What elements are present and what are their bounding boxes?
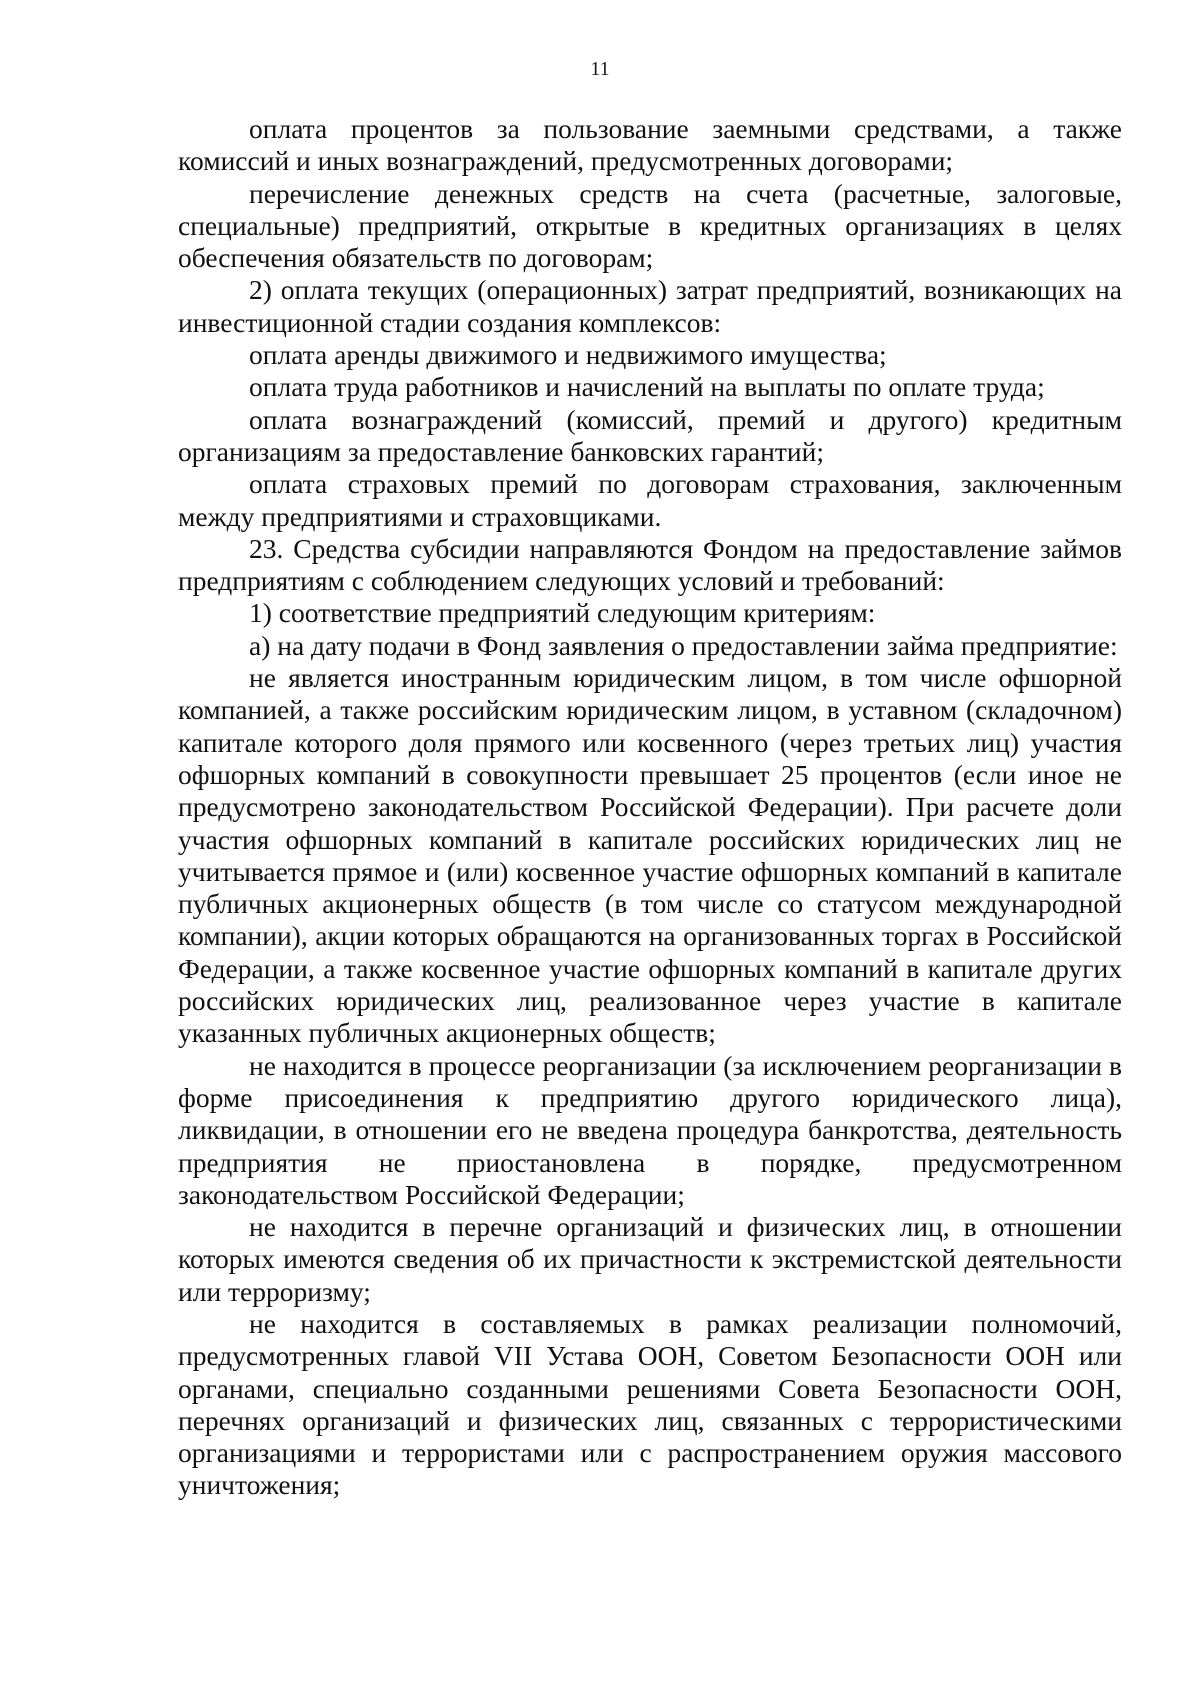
- paragraph: перечисление денежных средств на счета (расчетные, залоговые, специальные) предприятий, открытые в кредитных организациях в целях обеспечения обязательств по договорам;: [178, 177, 1122, 274]
- paragraph: оплата процентов за пользование заемными средствами, а также комиссий и иных вознаграждений, предусмотренных договорами;: [178, 113, 1122, 177]
- paragraph: не находится в перечне организаций и физических лиц, в отношении которых имеются сведения об их причастности к экстремистской деятельности или терроризму;: [178, 1211, 1122, 1307]
- page-number: 11: [590, 58, 610, 80]
- paragraph: не является иностранным юридическим лицом, в том числе офшорной компанией, а также российским юридическим лицом, в уставном (складочном) капитале которого доля прямого или косвенного (через третьих лиц) участия офшорных компаний в совокупности превышает 25 процентов (если иное не предусмотрено законодательством Российской Федерации). При расчете доли участия офшорных компаний в капитале российских юридических лиц не учитывается прямое и (или) косвенное участие офшорных компаний в капитале публичных акционерных обществ (в том числе со статусом международной компании), акции которых обращаются на организованных торгах в Российской Федерации, а также косвенное участие офшорных компаний в капитале других российских юридических лиц, реализованное через участие в капитале указанных публичных акционерных обществ;: [178, 662, 1122, 1049]
- paragraph: 23. Средства субсидии направляются Фондом на предоставление займов предприятиям с соблюдением следующих условий и требований:: [178, 532, 1122, 597]
- paragraph: 2) оплата текущих (операционных) затрат предприятий, возникающих на инвестиционной стадии создания комплексов:: [178, 274, 1122, 338]
- paragraph: оплата страховых премий по договорам страхования, заключенным между предприятиями и страховщиками.: [178, 468, 1122, 532]
- paragraph: не находится в процессе реорганизации (за исключением реорганизации в форме присоединения к предприятию другого юридического лица), ликвидации, в отношении его не введена процедура банкротства, деятельность предприятия не приостановлена в порядке, предусмотренном законодательством Российской Федерации;: [178, 1049, 1122, 1210]
- paragraph: оплата вознаграждений (комиссий, премий и другого) кредитным организациям за предоставление банковских гарантий;: [178, 403, 1122, 467]
- paragraph: 1) соответствие предприятий следующим критериям:: [249, 597, 876, 629]
- paragraph: оплата аренды движимого и недвижимого имущества;: [249, 339, 887, 371]
- document-body: [178, 113, 1122, 1502]
- paragraph: оплата труда работников и начислений на выплаты по оплате труда;: [249, 371, 1045, 403]
- paragraph: а) на дату подачи в Фонд заявления о предоставлении займа предприятие:: [249, 629, 1118, 661]
- paragraph: не находится в составляемых в рамках реализации полномочий, предусмотренных главой VII Устава ООН, Советом Безопасности ООН или органами, специально созданными решениями Совета Безопасности ООН, перечнях организаций и физических лиц, связанных с террористическими организациями и террористами или с распространением оружия массового уничтожения;: [178, 1307, 1122, 1501]
